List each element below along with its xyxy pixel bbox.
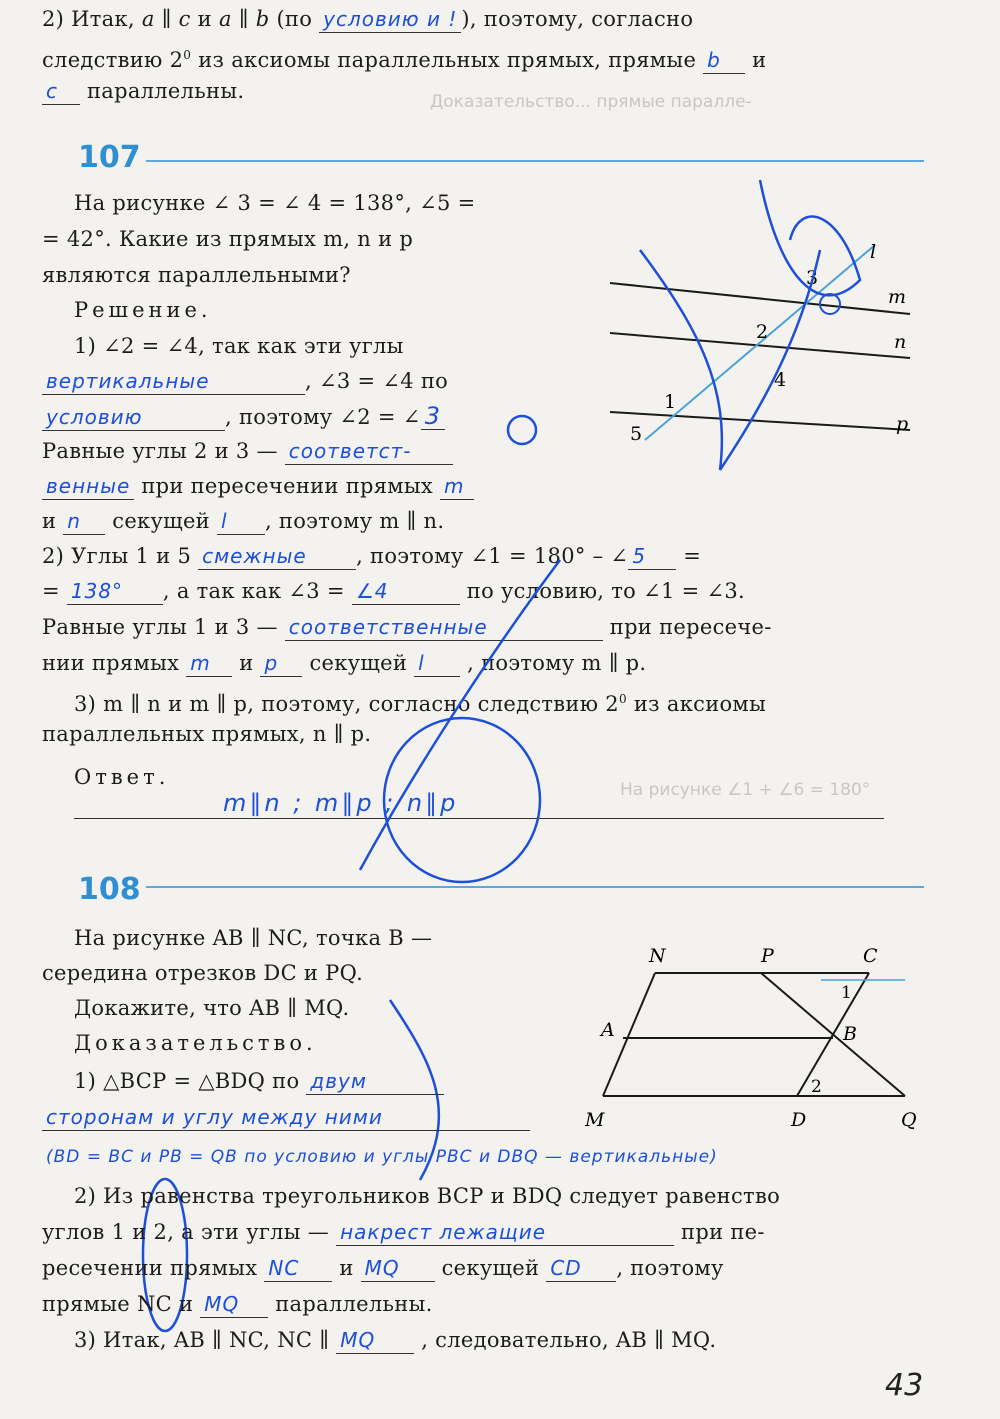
task-108-condition-1: На рисунке AB ∥ NC, точка B — bbox=[74, 926, 433, 950]
handwritten-vertical[interactable]: вертикальные bbox=[42, 368, 305, 395]
task-107-condition-1: На рисунке ∠ 3 = ∠ 4 = 138°, ∠5 = bbox=[74, 191, 476, 215]
task-108-proof-step1: 1) △BCP = △BDQ по двум bbox=[74, 1068, 534, 1095]
figure-label: Q bbox=[901, 1109, 917, 1131]
figure-label: 4 bbox=[774, 369, 787, 391]
handwritten-mq-1[interactable]: MQ bbox=[361, 1255, 435, 1282]
figure-label: m bbox=[888, 286, 907, 308]
task-107-step1-line3: условию , поэтому ∠2 = ∠ 3 bbox=[42, 403, 532, 431]
handwritten-l[interactable]: l bbox=[217, 508, 265, 535]
handwritten-corresponding-1[interactable]: соответст- bbox=[285, 438, 453, 465]
task-107-condition-2: = 42°. Какие из прямых m, n и p bbox=[42, 227, 414, 251]
pen-stroke bbox=[360, 560, 560, 870]
prev-task-line-3: c параллельны. bbox=[42, 78, 890, 105]
figure-label: B bbox=[843, 1023, 857, 1045]
task-108-proof-step2-line1: 2) Из равенства треугольников BCP и BDQ следует равенство bbox=[74, 1184, 781, 1208]
task-107-condition-3: являются параллельными? bbox=[42, 263, 351, 287]
task-107-number: 107 bbox=[78, 140, 141, 175]
task-108-proof-step2-line3: ресечении прямых NC и MQ секущей CD , поэтому bbox=[42, 1256, 724, 1280]
handwritten-angle-3[interactable]: 3 bbox=[421, 403, 445, 430]
bleed-through-text: На рисунке ∠1 + ∠6 = 180° bbox=[620, 780, 871, 800]
handwritten-corresponding-3[interactable]: соответственные bbox=[285, 614, 603, 641]
segment-pq bbox=[761, 973, 905, 1096]
figure-label: D bbox=[791, 1109, 807, 1131]
prev-task-line-2: следствию $2^0$ из аксиомы параллельных прямых, прямые b и bbox=[42, 48, 767, 72]
figure-label: C bbox=[863, 945, 878, 967]
figure-label: 1 bbox=[664, 391, 677, 413]
handwritten-condition[interactable]: условию bbox=[42, 404, 225, 431]
task-108-proof-step1-note bbox=[42, 1142, 872, 1170]
handwritten-adjacent[interactable]: смежные bbox=[198, 543, 356, 570]
figure-label: A bbox=[601, 1019, 615, 1041]
figure-label: P bbox=[761, 945, 774, 967]
handwritten-m-2[interactable]: m bbox=[186, 650, 232, 677]
handwritten-sides[interactable]: сторонам и углу между ними bbox=[42, 1104, 530, 1131]
task-108-condition-3: Докажите, что AB ∥ MQ. bbox=[74, 996, 350, 1020]
handwritten-two[interactable]: двум bbox=[306, 1068, 444, 1095]
task-107-step2-line1: 2) Углы 1 и 5 смежные , поэтому ∠1 = 180° – ∠ 5 = bbox=[42, 544, 702, 568]
handwritten-angle-4[interactable]: ∠4 bbox=[352, 578, 460, 605]
handwritten-angle-5[interactable]: 5 bbox=[628, 543, 676, 570]
handwritten-line-b[interactable]: b bbox=[703, 47, 745, 74]
task-108-proof-step3: 3) Итак, AB ∥ NC, NC ∥ MQ , следовательно, AB ∥ MQ. bbox=[74, 1328, 717, 1352]
task-107-step2-line3: Равные углы 1 и 3 — соответственные при пересече- bbox=[42, 615, 772, 639]
figure-label: 5 bbox=[630, 423, 643, 445]
figure-label: 2 bbox=[756, 321, 769, 343]
task-107-solution-label: Решение. bbox=[74, 298, 212, 322]
handwritten-mq-3[interactable]: MQ bbox=[336, 1327, 414, 1354]
handwritten-nc[interactable]: NC bbox=[264, 1255, 332, 1282]
task-108-proof-step2-line4: прямые NC и MQ параллельны. bbox=[42, 1292, 433, 1316]
task-107-step1-line6: и n секущей l , поэтому m ∥ n. bbox=[42, 509, 445, 533]
task-108-proof-label: Доказательство. bbox=[74, 1031, 317, 1055]
figure-label: N bbox=[649, 945, 666, 967]
handwritten-note[interactable]: (BD = BC и PB = QB по условию и углы PBC и DBQ — вертикальные) bbox=[46, 1147, 718, 1167]
figure-label: 3 bbox=[806, 267, 819, 289]
task-107-step1-line1: 1) ∠2 = ∠4, так как эти углы bbox=[74, 334, 404, 358]
task-107-step2-line4: нии прямых m и p секущей l , поэтому m ∥ p. bbox=[42, 651, 647, 675]
handwritten-n[interactable]: n bbox=[63, 508, 105, 535]
handwritten-cd[interactable]: CD bbox=[546, 1255, 616, 1282]
task-108-proof-step2-line2: углов 1 и 2, а эти углы — накрест лежащие при пе- bbox=[42, 1220, 765, 1244]
handwritten-answer[interactable]: m∥n ; m∥p ; n∥p bbox=[223, 789, 459, 817]
figure-label: p bbox=[896, 413, 909, 435]
bleed-through-text: Доказательство... прямые паралле- bbox=[430, 92, 752, 112]
task-107-step1-line5: венные при пересечении прямых m bbox=[42, 473, 532, 500]
handwritten-alternate[interactable]: накрест лежащие bbox=[336, 1219, 674, 1246]
task-107-step3-line1: 3) m ∥ n и m ∥ p, поэтому, согласно следствию $2^0$ из аксиомы bbox=[74, 692, 767, 716]
task-107-step1-line4: Равные углы 2 и 3 — соответст- bbox=[42, 438, 532, 465]
task-107-step3-line2: параллельных прямых, n ∥ p. bbox=[42, 722, 372, 746]
figure-label: M bbox=[585, 1109, 605, 1131]
figure-label: n bbox=[894, 331, 907, 353]
figure-label: l bbox=[870, 241, 877, 263]
pen-circle bbox=[384, 718, 540, 882]
task-107-step1-line2: вертикальные , ∠3 = ∠4 по bbox=[42, 368, 532, 395]
page-number: 43 bbox=[885, 1368, 924, 1403]
prev-task-line-1: 2) Итак, a ∥ c и a ∥ b (по условию и ! ), поэтому, согласно bbox=[42, 7, 694, 31]
handwritten-reason[interactable]: условию и ! bbox=[319, 6, 461, 33]
handwritten-line-c[interactable]: c bbox=[42, 78, 80, 105]
figure-label: 2 bbox=[811, 1077, 822, 1097]
task-108-condition-2: середина отрезков DC и PQ. bbox=[42, 961, 364, 985]
handwritten-l-2[interactable]: l bbox=[414, 650, 460, 677]
task-108-rule bbox=[146, 886, 924, 888]
handwritten-mq-2[interactable]: MQ bbox=[200, 1291, 268, 1318]
task-108-number: 108 bbox=[78, 872, 141, 907]
pen-circle bbox=[508, 416, 536, 444]
pen-scribble bbox=[640, 180, 860, 470]
task-107-answer-label: Ответ. bbox=[74, 765, 170, 789]
handwritten-p[interactable]: p bbox=[260, 650, 302, 677]
task-108-figure bbox=[585, 940, 920, 1140]
task-108-proof-step1-line2 bbox=[42, 1104, 532, 1131]
handwritten-138[interactable]: 138° bbox=[67, 578, 163, 605]
handwritten-corresponding-2[interactable]: венные bbox=[42, 473, 134, 500]
task-107-step2-line2: = 138° , а так как ∠3 = ∠4 по условию, то ∠1 = ∠3. bbox=[42, 579, 746, 603]
handwritten-m[interactable]: m bbox=[440, 473, 474, 500]
figure-label: 1 bbox=[841, 983, 852, 1003]
